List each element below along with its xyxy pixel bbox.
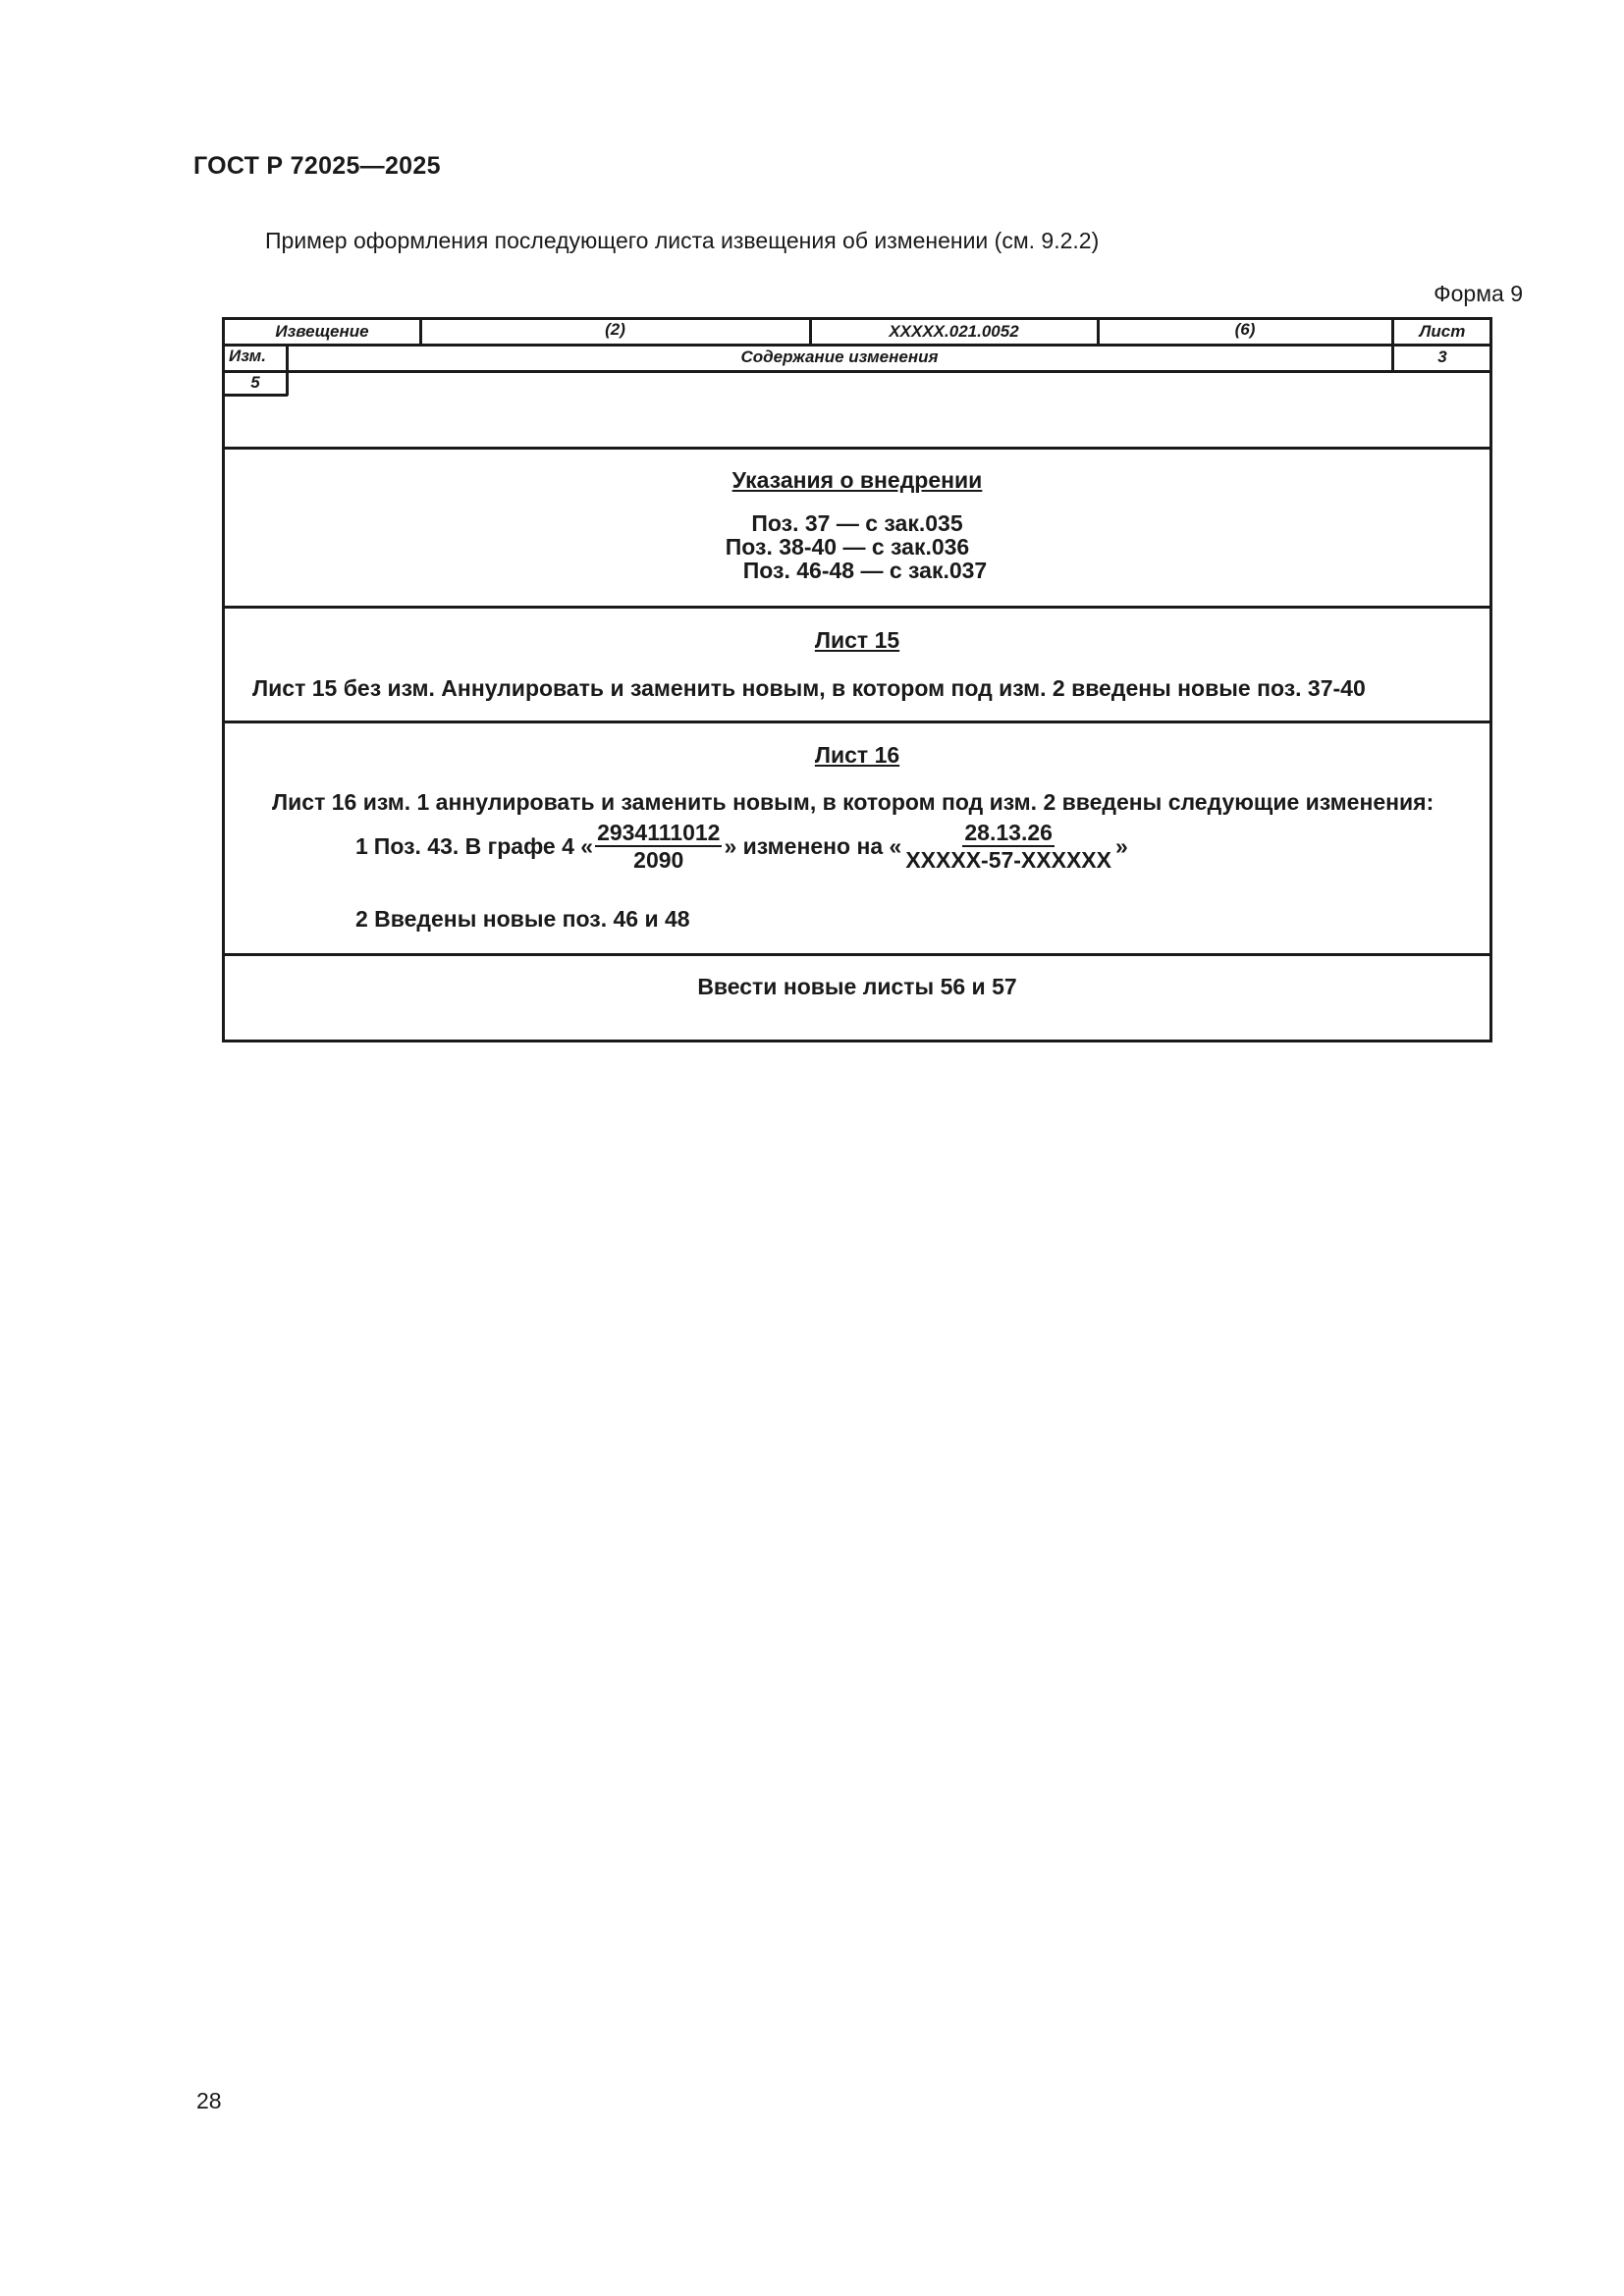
- sheet-number: 3: [1437, 347, 1447, 366]
- new-value-numerator: 28.13.26: [964, 820, 1053, 845]
- implementation-line-1: Поз. 37 — с зак.035: [751, 510, 963, 536]
- header-divider-1: [225, 344, 1489, 347]
- new-sheets-text: Ввести новые листы 56 и 57: [697, 974, 1017, 999]
- change-box-bottom: [225, 394, 288, 397]
- sheet16-item-2: 2 Введены новые поз. 46 и 48: [355, 906, 690, 932]
- implementation-title: Указания о внедрении: [731, 467, 983, 493]
- page-number: 28: [196, 2088, 222, 2113]
- form-label: Форма 9: [1434, 281, 1523, 306]
- section-divider-2: [225, 606, 1489, 609]
- designation-cell: XXXXX.021.0052: [889, 322, 1019, 341]
- intro-caption: Пример оформления последующего листа извещения об изменении (см. 9.2.2): [265, 228, 1100, 253]
- notice-label: Извещение: [275, 322, 369, 341]
- header-divider-2: [225, 370, 1489, 373]
- item1-end: »: [1114, 832, 1128, 859]
- item1-prefix: Поз. 43. В графе 4 «: [373, 832, 594, 859]
- item1-number: 1: [355, 832, 368, 859]
- section-divider-3: [225, 721, 1489, 723]
- field-6: (6): [1234, 320, 1256, 339]
- change-label: Изм.: [229, 347, 266, 365]
- content-label: Содержание изменения: [740, 347, 939, 366]
- old-value-numerator: 2934111012: [597, 820, 721, 845]
- sheet15-text: Лист 15 без изм. Аннулировать и заменить новым, в котором под изм. 2 введены новые поз. 37-40: [252, 675, 1366, 701]
- item1-middle: » изменено на «: [724, 832, 902, 859]
- sheet16-text: Лист 16 изм. 1 аннулировать и заменить новым, в котором под изм. 2 введены следующие изменения:: [272, 789, 1435, 815]
- implementation-line-2: Поз. 38-40 — с зак.036: [725, 534, 970, 560]
- new-value-denominator: XXXXX-57-XXXXXX: [905, 847, 1111, 873]
- section-divider-4: [225, 953, 1489, 956]
- notice-form: [222, 317, 1492, 1042]
- sheet16-title: Лист 16: [814, 742, 900, 768]
- new-value-fraction: [903, 820, 1113, 873]
- section-divider-1: [225, 447, 1489, 450]
- implementation-line-3: Поз. 46-48 — с зак.037: [742, 558, 988, 583]
- field-2: (2): [605, 320, 625, 339]
- standard-header: ГОСТ Р 72025—2025: [193, 152, 441, 180]
- sheet16-item-1: [355, 820, 1128, 873]
- sheet15-title: Лист 15: [814, 627, 900, 653]
- old-value-denominator: 2090: [633, 847, 684, 873]
- old-value-fraction: [595, 820, 722, 873]
- sheet-label: Лист: [1419, 322, 1466, 341]
- change-number: 5: [250, 373, 260, 392]
